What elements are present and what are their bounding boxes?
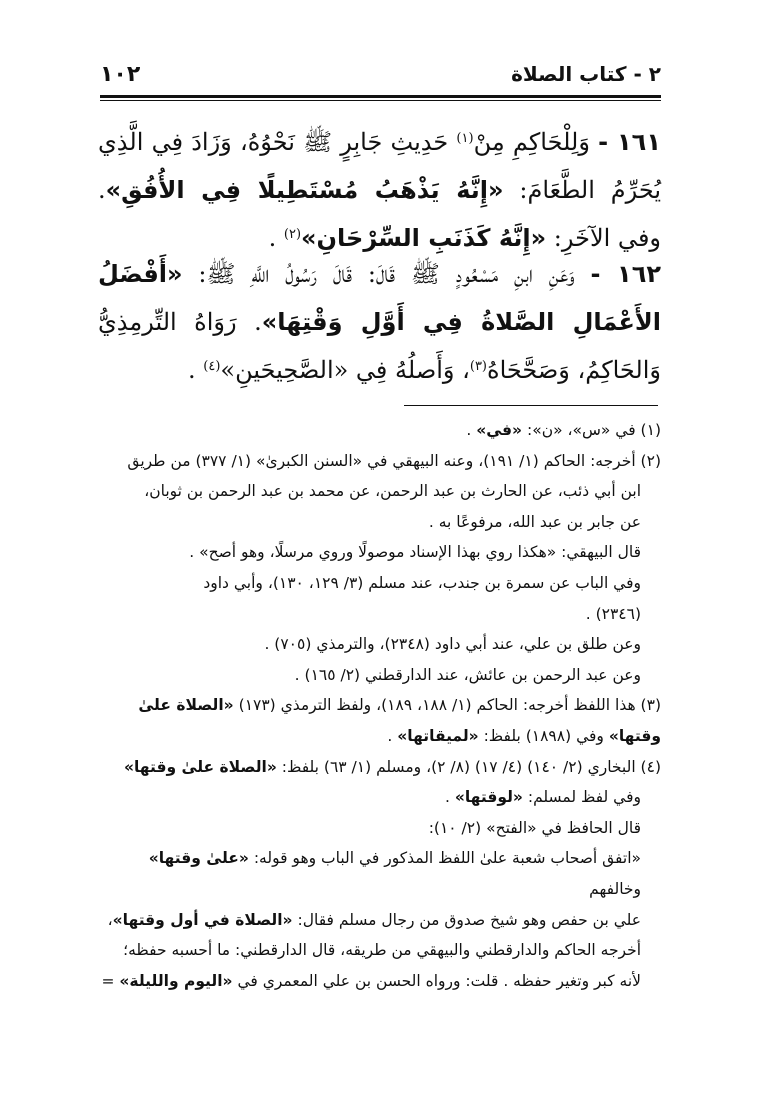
footnote-text: . [387, 726, 398, 745]
footnotes [98, 415, 661, 996]
hadith-161 [98, 118, 661, 262]
footnote-text: = [101, 971, 120, 990]
footnote-quote: «في» [476, 421, 523, 439]
footnote-2-line: وعن عبد الرحمن بن عائش، عند الدارقطني (٢/ ١٦٥) . [294, 665, 641, 684]
chapter-title: ٢ - كتاب الصلاة [511, 62, 661, 86]
footnote-text: (٣) هذا اللفظ أخرجه: الحاكم (١/ ١٨٨، ١٨٩)، ولفظ الترمذي (١٧٣) [233, 696, 661, 715]
footnote-text: وفي لفظ لمسلم: [522, 788, 641, 807]
footnote-quote: «علىٰ وقتها» [148, 849, 249, 868]
footnote-quote: «الصلاة في أول وقتها» [112, 910, 293, 929]
footnote-text: . [466, 421, 477, 439]
footnote-separator [404, 405, 658, 406]
prophetic-quote: «إِنَّهُ يَذْهَبُ مُسْتَطِيلًا فِي الأُفُقِ» [105, 176, 504, 204]
footnote-4-line: قال الحافظ في «الفتح» (٢/ ١٠): [428, 818, 641, 837]
footnote-ref[interactable]: (٣) [469, 359, 487, 374]
footnote-4-line [98, 966, 661, 997]
page-number: ١٠٢ [100, 62, 141, 87]
footnote-text: (٤) البخاري (٢/ ١٤٠) (٤/ ١٧) (٨/ ٢)، ومسلم (١/ ٦٣) بلفظ: [276, 757, 661, 776]
hadith-text: وَلِلْحَاكِمِ مِنْ [473, 128, 599, 156]
hadith-number: ١٦٢ - [590, 260, 661, 288]
footnote-4-line [98, 905, 661, 936]
hadith-text: حَدِيثِ جَابِرٍ ﷺ نَحْوُهُ، وَزَادَ فِي الَّذِي يُحَرِّمُ الطَّعَامَ: [98, 128, 661, 204]
footnote-text: علي بن حفص وهو شيخ صدوق من رجال مسلم فقال: [292, 910, 641, 929]
hadith-text: . رَوَاهُ التِّرمِذِيُّ وَالحَاكِمُ، وَصَحَّحَاهُ [98, 308, 661, 384]
footnote-quote: «لميقاتها» [397, 726, 479, 745]
footnote-4-line: أخرجه الحاكم والدارقطني والبيهقي من طريقه، قال الدارقطني: ما أحسبه حفظه؛ [123, 941, 641, 960]
hadith-text: وَعَنِ ابنِ مَسْعُودٍ ﷺ قَالَ: قَالَ رَسُولُ اللَّهِ ﷺ: [182, 260, 591, 288]
header-rule-thin [100, 100, 661, 101]
footnote-4-line [98, 843, 661, 904]
footnote-text: (١) في «س»، «ن»: [522, 421, 661, 439]
footnote-2-line: ابن أبي ذئب، عن الحارث بن عبد الرحمن، عن محمد بن عبد الرحمن بن ثوبان، [144, 482, 641, 501]
prophetic-quote: «إِنَّهُ كَذَنَبِ السِّرْحَانِ» [301, 224, 547, 252]
hadith-text: . [268, 224, 284, 252]
footnote-1 [98, 415, 661, 446]
footnote-text: وخالفهم [589, 879, 641, 898]
header-rule-thick [100, 95, 661, 98]
footnote-ref[interactable]: (٢) [283, 227, 302, 242]
footnote-text: . [444, 788, 455, 807]
footnote-text: لأنه كبر وتغير حفظه . قلت: ورواه الحسن بن علي المعمري في [232, 971, 641, 990]
footnote-quote: «الصلاة علىٰ وقتها» [123, 757, 277, 776]
footnote-2-line: قال البيهقي: «هكذا روي بهذا الإسناد موصولًا وروي مرسلًا، وهو أصح» . [189, 543, 641, 562]
footnote-3 [98, 690, 661, 751]
footnote-text: «اتفق أصحاب شعبة علىٰ اللفظ المذكور في الباب وهو قوله: [248, 849, 641, 868]
footnote-quote: «اليوم والليلة» [119, 971, 233, 990]
hadith-text: . [187, 356, 204, 384]
footnote-2-line: (٢٣٤٦) . [585, 604, 641, 623]
footnote-quote: «لوقتها» [454, 788, 523, 807]
footnote-2: (٢) أخرجه: الحاكم (١/ ١٩١)، وعنه البيهقي في «السنن الكبرىٰ» (١/ ٣٧٧) من طريق [127, 451, 661, 470]
hadith-text: ، وَأَصلُهُ فِي «الصَّحِيحَينِ» [220, 356, 470, 384]
footnote-ref[interactable]: (١) [456, 131, 474, 146]
footnote-quote: «الصلاة علىٰ وقتها» [138, 696, 661, 745]
footnote-2-line: عن جابر بن عبد الله، مرفوعًا به . [428, 512, 641, 531]
prophetic-quote: «أَفْضَلُ الأَعْمَالِ الصَّلاةُ فِي أَوَّلِ وَقْتِهَا» [98, 260, 661, 336]
footnote-text: ، [107, 910, 113, 929]
footnote-ref[interactable]: (٤) [203, 359, 221, 374]
footnote-4-line [98, 782, 661, 813]
running-header [100, 58, 661, 94]
footnote-4 [98, 752, 661, 783]
hadith-text: . وفي الآخَرِ: [98, 176, 661, 252]
hadith-number: ١٦١ - [598, 128, 661, 156]
footnote-text: وفي (١٨٩٨) بلفظ: [478, 726, 609, 745]
footnote-2-line: وعن طلق بن علي، عند أبي داود (٢٣٤٨)، والترمذي (٧٠٥) . [264, 635, 641, 654]
hadith-162 [98, 250, 661, 394]
footnote-2-line: وفي الباب عن سمرة بن جندب، عند مسلم (٣/ ١٢٩، ١٣٠)، وأبي داود [203, 573, 641, 592]
